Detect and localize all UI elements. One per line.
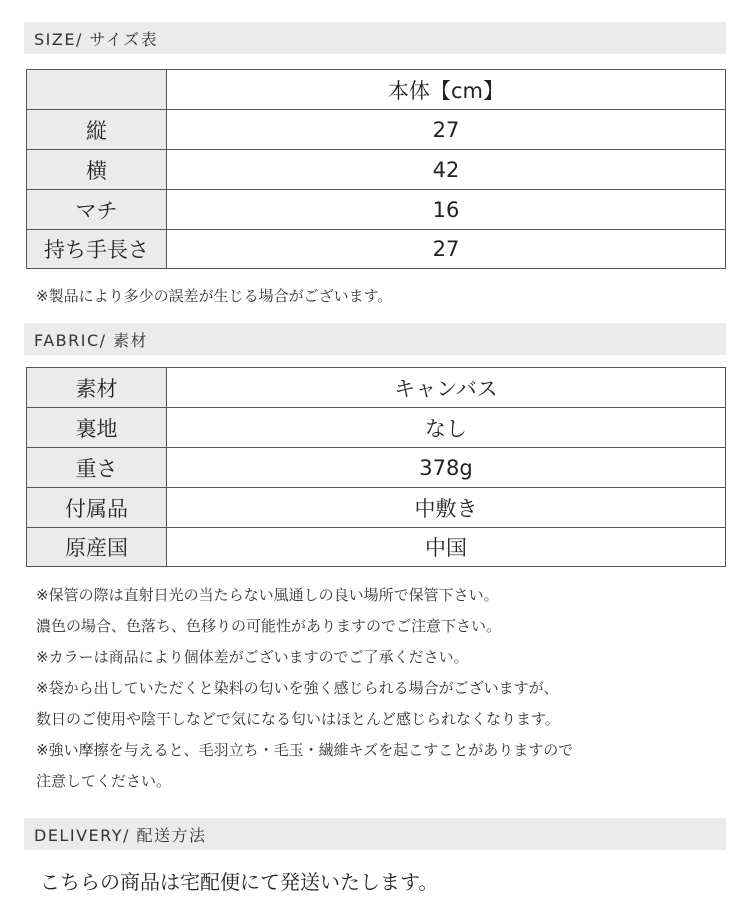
note-line: ※強い摩擦を与えると、毛羽立ち・毛玉・繊維キズを起こすことがありますので (36, 741, 574, 759)
note-line: ※カラーは商品により個体差がございますのでご了承ください。 (36, 648, 469, 666)
row-value: 中敷き (167, 488, 726, 528)
row-label: 縦 (27, 110, 167, 150)
table-row (27, 448, 726, 488)
table-row (27, 488, 726, 528)
note-line: 注意してください。 (36, 772, 172, 790)
row-value: なし (167, 408, 726, 448)
note-line: ※保管の際は直射日光の当たらない風通しの良い場所で保管下さい。 (36, 586, 499, 604)
note-line: 濃色の場合、色落ち、色移りの可能性がありますのでご注意下さい。 (36, 617, 502, 635)
row-label: マチ (27, 190, 167, 230)
row-label: 裏地 (27, 408, 167, 448)
row-value: 378g (167, 448, 726, 488)
delivery-text: こちらの商品は宅配便にて発送いたします。 (40, 870, 439, 894)
row-value: キャンバス (167, 368, 726, 408)
fabric-notes (36, 580, 573, 797)
table-row (27, 110, 726, 150)
row-label: 付属品 (27, 488, 167, 528)
fabric-heading: FABRIC/ 素材 (34, 330, 149, 350)
table-row (27, 150, 726, 190)
table-row (27, 368, 726, 408)
row-label: 原産国 (27, 528, 167, 567)
row-value: 16 (167, 190, 726, 230)
row-label: 素材 (27, 368, 167, 408)
size-table (26, 69, 726, 269)
table-row (27, 408, 726, 448)
table-row (27, 528, 726, 567)
size-heading: SIZE/ サイズ表 (34, 29, 159, 49)
row-value: 27 (167, 230, 726, 269)
row-value: 27 (167, 110, 726, 150)
table-row (27, 190, 726, 230)
fabric-table (26, 367, 726, 567)
delivery-section-header (24, 818, 726, 850)
row-value: 42 (167, 150, 726, 190)
row-value: 中国 (167, 528, 726, 567)
size-column-header: 本体【cm】 (167, 70, 726, 110)
note-line: ※袋から出していただくと染料の匂いを強く感じられる場合がございますが、 (36, 679, 559, 697)
row-label: 重さ (27, 448, 167, 488)
header-blank-cell (27, 70, 167, 110)
fabric-section-header (24, 323, 726, 355)
row-label: 持ち手長さ (27, 230, 167, 269)
size-note: ※製品により多少の誤差が生じる場合がございます。 (36, 287, 393, 305)
table-row (27, 230, 726, 269)
delivery-heading: DELIVERY/ 配送方法 (34, 825, 207, 845)
row-label: 横 (27, 150, 167, 190)
size-section-header (24, 22, 726, 54)
table-header-row (27, 70, 726, 110)
note-line: 数日のご使用や陰干しなどで気になる匂いはほとんど感じられなくなります。 (36, 710, 560, 728)
